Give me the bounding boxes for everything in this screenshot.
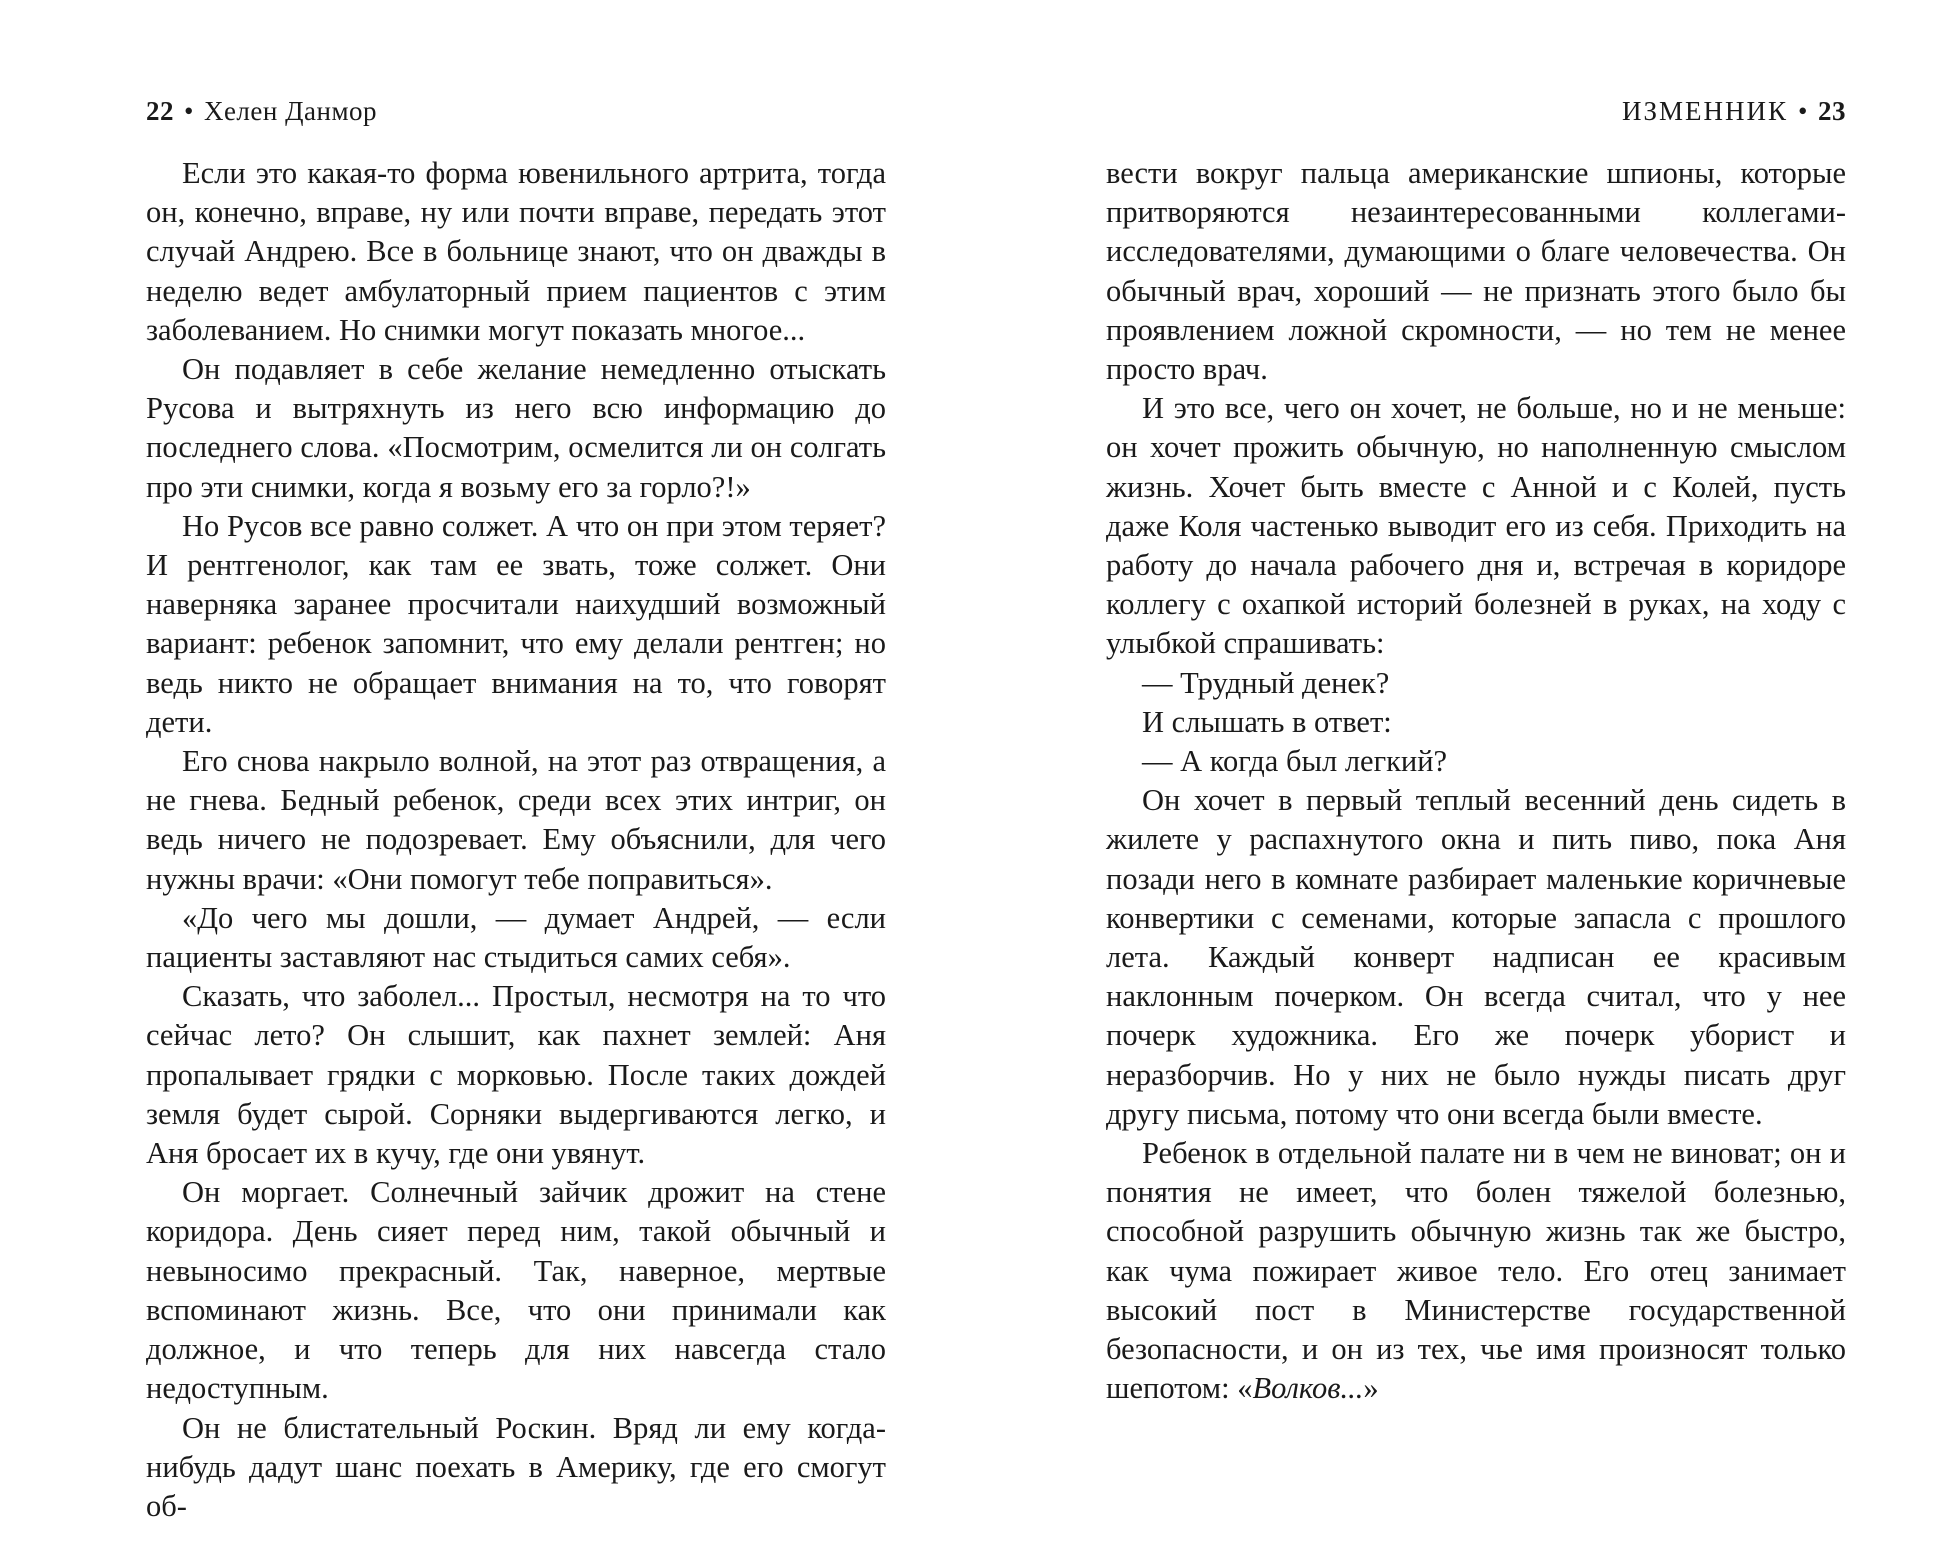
header-separator: • [184,96,194,126]
paragraph: «До чего мы дошли, — думает Андрей, — если пациенты заставляют нас стыдиться самих себя». [146,900,886,975]
dialogue-line: — Трудный денек? [1142,665,1390,700]
author-name: Хелен Данмор [203,96,378,126]
dialogue-line: — А когда был легкий? [1142,744,1448,779]
header-separator: • [1798,96,1808,126]
italic-name: Волков... [1252,1371,1364,1406]
paragraph-text: Ребенок в отдельной палате ни в чем не виноват; он и понятия не имеет, что болен тяжелой болезнью, способной разрушить обычную жизнь так же быстро, как чума пожирает живое тело. Его отец занимает высокий пост в Министерстве государственной безопасности, и он из тех, чье имя произносят только шепотом: « [1106,1136,1846,1406]
left-running-header [146,96,886,127]
left-page-body [146,154,886,1526]
left-page-number: 22 [146,96,174,126]
paragraph: Он моргает. Солнечный зайчик дрожит на стене коридора. День сияет перед ним, такой обычный и невыносимо прекрасный. Так, наверное, мертвые вспоминают жизнь. Все, что они принимали как должное, и что теперь для них навсегда стало недоступным. [146,1175,886,1406]
paragraph: Он хочет в первый теплый весенний день сидеть в жилете у распахнутого окна и пить пиво, пока Аня позади него в комнате разбирает маленькие коричневые конвертики с семенами, которые запасла с прошлого лета. Каждый конверт надписан ее красивым наклонным почерком. Он всегда считал, что у нее почерк художника. Его же почерк уборист и неразборчив. Но у них не было нужды писать друг другу письма, потому что они всегда были вместе. [1106,783,1846,1131]
paragraph [1106,1134,1846,1408]
paragraph: И слышать в ответ: [1142,704,1392,739]
closing-quote: » [1363,1371,1379,1406]
paragraph: Он не блистательный Роскин. Вряд ли ему когда-нибудь дадут шанс поехать в Америку, где его смогут об- [146,1410,886,1523]
right-page-body [1106,154,1846,1409]
paragraph: Его снова накрыло волной, на этот раз отвращения, а не гнева. Бедный ребенок, среди всех этих интриг, он ведь ничего не подозревает. Ему объяснили, для чего нужны врачи: «Они помогут тебе поправиться». [146,744,886,896]
right-page-number: 23 [1818,96,1846,126]
paragraph: Но Русов все равно солжет. А что он при этом теряет? И рентгенолог, как там ее звать, тоже солжет. Они наверняка заранее просчитали наихудший возможный вариант: ребенок запомнит, что ему делали рентген; но ведь никто не обращает внимания на то, что говорят дети. [146,508,886,739]
paragraph: И это все, чего он хочет, не больше, но и не меньше: он хочет прожить обычную, но наполненную смыслом жизнь. Хочет быть вместе с Анной и с Колей, пусть даже Коля частенько выводит его из себя. Приходить на работу до начала рабочего дня и, встречая в коридоре коллегу с охапкой историй болезней в руках, на ходу с улыбкой спрашивать: [1106,391,1846,661]
paragraph: Он подавляет в себе желание немедленно отыскать Русова и вытряхнуть из него всю информацию до последнего слова. «Посмотрим, осмелится ли он солгать про эти снимки, когда я возьму его за горло?!» [146,352,886,504]
book-title: ИЗМЕННИК [1622,96,1789,126]
paragraph: Сказать, что заболел... Простыл, несмотря на то что сейчас лето? Он слышит, как пахнет землей: Аня пропалывает грядки с морковью. После таких дождей земля будет сырой. Сорняки выдергиваются легко, и Аня бросает их в кучу, где они увянут. [146,979,886,1171]
continued-paragraph: вести вокруг пальца американские шпионы, которые притворяются незаинтересованными коллегами-исследователями, думающими о благе человечества. Он обычный врач, хороший — не признать этого было бы проявлением ложной скромности, — но тем не менее просто врач. [1106,156,1846,387]
right-page [1106,0,1846,1554]
right-running-header [1106,96,1846,127]
left-page [146,0,886,1554]
paragraph: Если это какая-то форма ювенильного артрита, тогда он, конечно, вправе, ну или почти вправе, передать этот случай Андрею. Все в больнице знают, что он дважды в неделю ведет амбулаторный прием пациентов с этим заболеванием. Но снимки могут показать многое... [146,156,886,347]
